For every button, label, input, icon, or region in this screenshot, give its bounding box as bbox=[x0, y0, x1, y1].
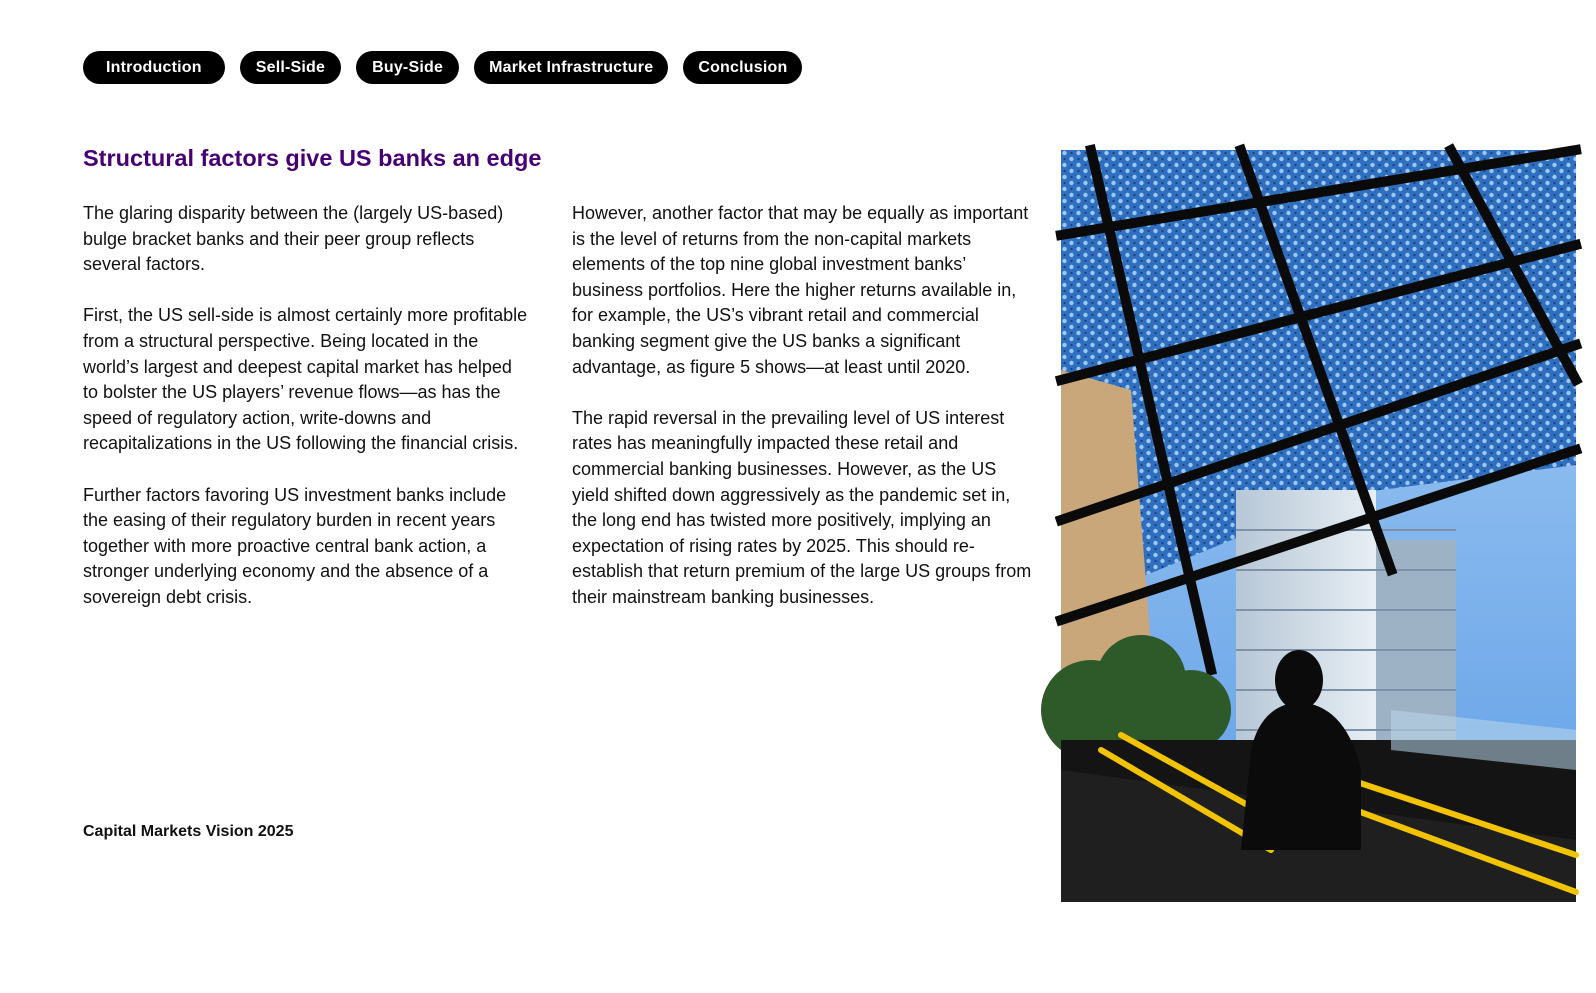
paragraph: First, the US sell-side is almost certainly more profitable from a structural perspective. Being located in the world’s largest and deepest capital market has helped to bolster the US players’ revenue flows—as has the speed of regulatory action, write-downs and recapitalizations in the US following the financial crisis. bbox=[83, 305, 528, 454]
tab-conclusion[interactable]: Conclusion bbox=[683, 51, 802, 84]
paragraph: The rapid reversal in the prevailing level of US interest rates has meaningfully impacted these retail and commercial banking businesses. However, as the US yield shifted down aggressively as the pandemic set in, the long end has twisted more positively, implying an expectation of rising rates by 2025. This should re-establish that return premium of the large US groups from their mainstream banking businesses. bbox=[572, 407, 1032, 607]
tab-sell-side[interactable]: Sell-Side bbox=[240, 51, 341, 84]
tab-buy-side[interactable]: Buy-Side bbox=[356, 51, 459, 84]
section-nav bbox=[83, 51, 802, 84]
paragraph: The glaring disparity between the (largely US-based) bulge bracket banks and their peer group reflects several factors. bbox=[83, 203, 504, 275]
page-number: 14 bbox=[1521, 976, 1538, 993]
tab-introduction[interactable]: Introduction bbox=[83, 51, 225, 84]
tab-market-infrastructure[interactable]: Market Infrastructure bbox=[474, 51, 668, 84]
escalator-canopy-photo bbox=[1061, 150, 1576, 993]
right-text-column bbox=[572, 201, 1032, 636]
publication-title: Capital Markets Vision 2025 bbox=[83, 823, 294, 840]
page-title: Structural factors give US banks an edge bbox=[83, 145, 542, 171]
paragraph: Further factors favoring US investment banks include the easing of their regulatory burden in recent years together with more proactive central bank action, a stronger underlying economy and the absence of a sovereign debt crisis. bbox=[83, 484, 507, 607]
left-text-column bbox=[83, 201, 528, 636]
paragraph: However, another factor that may be equally as important is the level of returns from the non-capital markets elements of the top nine global investment banks’ business portfolios. Here the higher returns available in, for example, the US’s vibrant retail and commercial banking segment give the US banks a significant advantage, as figure 5 shows—at least until 2020. bbox=[572, 203, 1029, 377]
